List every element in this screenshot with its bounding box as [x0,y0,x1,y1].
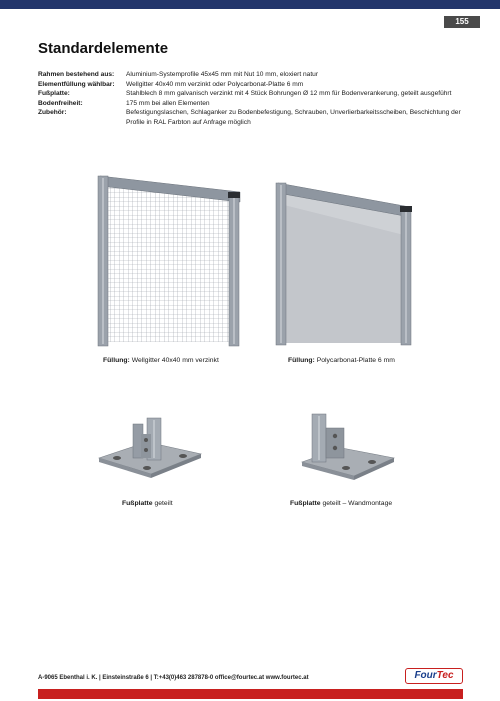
spec-value: Befestigungslaschen, Schlaganker zu Bodenbefestigung, Schrauben, Unverlierbarkeitsscheiben, Beschichtung der Profile in RAL Farbton auf Anfrage möglich [126,109,461,126]
spec-value: 175 mm bei allen Elementen [126,99,210,107]
logo-four: Four [414,670,437,681]
caption-polycarbonate [288,357,395,364]
spec-label: Rahmen bestehend aus: [38,71,115,78]
caption-text: Polycarbonat-Platte 6 mm [314,357,395,364]
polycarbonate-panel-image [272,175,417,350]
caption-text: geteilt [152,500,173,507]
spec-row-frame [38,70,468,80]
mesh-panel-image [92,170,252,350]
caption-text: Wellgitter 40x40 mm verzinkt [129,357,219,364]
caption-bold: Fußplatte [290,500,321,507]
spec-list [38,70,468,128]
bottom-bar [38,689,463,699]
caption-mesh [103,357,219,364]
caption-footplate [122,500,173,507]
spec-value: Stahlblech 8 mm galvanisch verzinkt mit 4 Stück Bohrungen Ø 12 mm für Bodenverankerung, geteilt ausgeführt [126,90,452,98]
logo-tec: Tec [436,670,454,681]
footplate-wall-image [298,410,398,485]
caption-bold: Füllung: [288,357,315,364]
page-title: Standardelemente [38,40,169,57]
caption-bold: Fußplatte [122,500,153,507]
spec-value: Wellgitter 40x40 mm verzinkt oder Polycarbonat-Platte 6 mm [126,80,304,88]
page-number: 155 [444,16,480,28]
spec-label: Fußplatte: [38,90,70,98]
footer-address: A-9065 Ebenthal i. K. | Einsteinstraße 6 | T:+43(0)463 287878-0 office@fourtec.at www.fourtec.at [38,675,309,681]
spec-row-footplate [38,89,468,99]
caption-footplate-wall [290,500,392,507]
footplate-image [95,410,205,485]
caption-text: geteilt – Wandmontage [320,500,393,507]
spec-label: Zubehör: [38,109,67,117]
spec-row-accessories [38,108,468,127]
spec-value: Aluminium-Systemprofile 45x45 mm mit Nut 10 mm, eloxiert natur [126,71,319,78]
top-bar [0,0,500,9]
fourtec-logo [405,668,463,684]
spec-label: Bodenfreiheit: [38,99,83,107]
spec-row-filling [38,80,468,90]
caption-bold: Füllung: [103,357,130,364]
spec-label: Elementfüllung wählbar: [38,80,115,88]
spec-row-clearance [38,99,468,109]
